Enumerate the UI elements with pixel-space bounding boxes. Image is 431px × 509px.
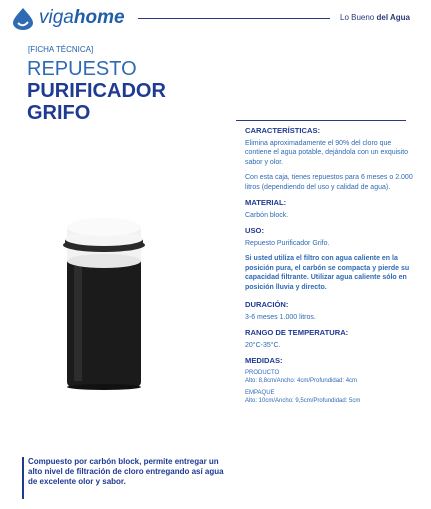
document-kicker: [FICHA TÉCNICA] bbox=[28, 45, 94, 54]
duracion-heading: DURACIÓN: bbox=[245, 300, 289, 309]
brand-prefix: viga bbox=[39, 7, 74, 28]
header bbox=[0, 0, 431, 36]
uso-value: Repuesto Purificador Grifo. bbox=[245, 239, 330, 247]
rango-heading: RANGO DE TEMPERATURA: bbox=[245, 328, 349, 337]
rango-value: 20°C-35°C. bbox=[245, 341, 281, 349]
empaque-value: Alto: 10cm/Ancho: 9,5cm/Profundidad: 5cm bbox=[245, 397, 361, 404]
section-divider bbox=[236, 120, 406, 121]
material-heading: MATERIAL: bbox=[245, 198, 287, 207]
uso-heading: USO: bbox=[245, 226, 264, 235]
title-line-1: REPUESTO bbox=[27, 58, 137, 80]
title-line-3: GRIFO bbox=[27, 102, 91, 124]
brand-logo[interactable] bbox=[10, 6, 140, 32]
producto-label: PRODUCTO bbox=[245, 369, 280, 376]
uso-warning: Si usted utiliza el filtro con agua caliente en la posición pura, el carbón se compacta y pierde su capacidad filtrante. Utilizar agua caliente sólo en posición lluvia y directo. bbox=[245, 255, 410, 291]
brand-suffix: home bbox=[73, 7, 125, 28]
product-caption: Compuesto por carbón block, permite entregar un alto nivel de filtración de cloro entregando así agua de excelente olor y sabor. bbox=[28, 457, 224, 486]
specs-column bbox=[245, 126, 415, 405]
title-line-2: PURIFICADOR bbox=[27, 80, 166, 102]
water-drop-logo-icon bbox=[10, 7, 36, 31]
filter-cartridge-image bbox=[60, 215, 148, 390]
brand-name bbox=[39, 7, 125, 29]
caracteristicas-text-2: Con esta caja, tienes repuestos para 6 meses o 2.000 litros (dependiendo del uso y calidad de agua). bbox=[245, 174, 413, 191]
tagline-prefix: Lo Bueno bbox=[340, 13, 377, 22]
medidas-heading: MEDIDAS: bbox=[245, 356, 283, 365]
tagline bbox=[340, 13, 410, 22]
duracion-value: 3-6 meses 1.000 litros. bbox=[245, 313, 316, 321]
caption-accent-bar bbox=[22, 457, 24, 499]
producto-value: Alto: 8,8cm/Ancho: 4cm/Profundidad: 4cm bbox=[245, 377, 358, 384]
caracteristicas-text-1: Elimina aproximadamente el 90% del cloro que contiene el agua potable, dejándola con un exquisito sabor y olor. bbox=[245, 139, 409, 166]
header-divider bbox=[138, 18, 330, 19]
empaque-label: EMPAQUE bbox=[245, 389, 275, 396]
tagline-bold: del Agua bbox=[376, 13, 410, 22]
caracteristicas-heading: CARACTERÍSTICAS: bbox=[245, 126, 321, 135]
material-value: Carbón block. bbox=[245, 211, 289, 219]
